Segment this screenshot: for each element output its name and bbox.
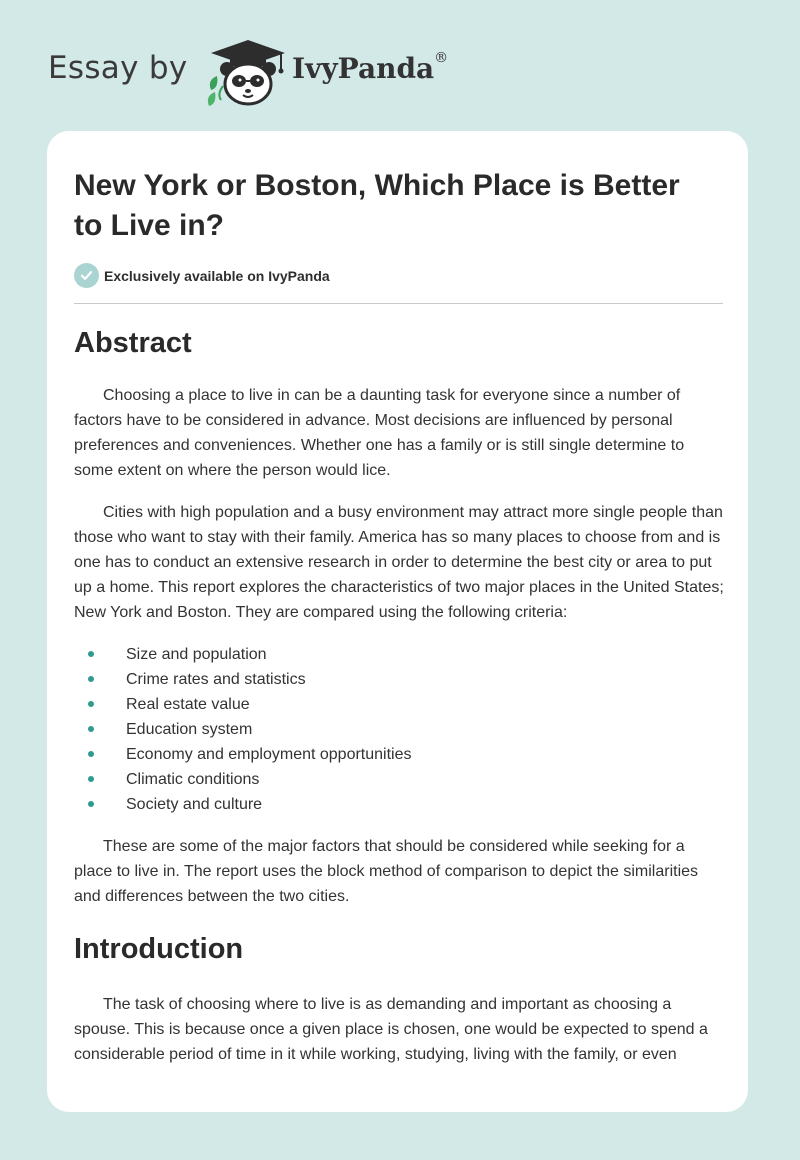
list-item: Real estate value: [74, 692, 724, 717]
list-item: Economy and employment opportunities: [74, 742, 724, 767]
section-heading-introduction: Introduction: [74, 933, 244, 965]
article-title: New York or Boston, Which Place is Better to Live in?: [74, 169, 680, 242]
check-icon: [74, 263, 99, 288]
registered-mark: ®: [434, 50, 449, 66]
brand-text: IvyPanda: [292, 52, 435, 85]
exclusive-badge: [74, 263, 330, 288]
list-item: Climatic conditions: [74, 767, 724, 792]
list-item: Crime rates and statistics: [74, 667, 724, 692]
site-header: [48, 36, 608, 106]
list-item: Education system: [74, 717, 724, 742]
section-heading-abstract: Abstract: [74, 327, 192, 359]
paragraph: The task of choosing where to live is as demanding and important as choosing a spouse. This is because once a given place is chosen, one would be expected to spend a considerable period of time in it while working, studying, living with the family, or even: [74, 996, 708, 1063]
criteria-list: [74, 642, 724, 817]
article-card: [47, 131, 748, 1112]
panda-logo-icon[interactable]: [203, 36, 293, 108]
essay-by-text: Essay by: [48, 50, 188, 86]
exclusive-badge-label: Exclusively available on IvyPanda: [104, 267, 330, 284]
paragraph: Cities with high population and a busy environment may attract more single people than those who want to stay with their family. America has so many places to choose from and is one has to conduct an extensive research in order to determine the best city or area to put up a home. This report explores the characteristics of two major places in the United States; New York and Boston. They are compared using the following criteria:: [74, 504, 724, 621]
paragraph: These are some of the major factors that should be considered while seeking for a place to live in. The report uses the block method of comparison to depict the similarities and differences between the two cities.: [74, 838, 699, 905]
divider: [74, 303, 723, 304]
article-body: [74, 323, 724, 1067]
paragraph: Choosing a place to live in can be a daunting task for everyone since a number of factors have to be considered in advance. Most decisions are influenced by personal preferences and conveniences. Whether one has a family or is still single determine to some extent on where the person would lice.: [74, 387, 685, 479]
list-item: Size and population: [74, 642, 724, 667]
brand-name[interactable]: [292, 52, 448, 85]
list-item: Society and culture: [74, 792, 724, 817]
